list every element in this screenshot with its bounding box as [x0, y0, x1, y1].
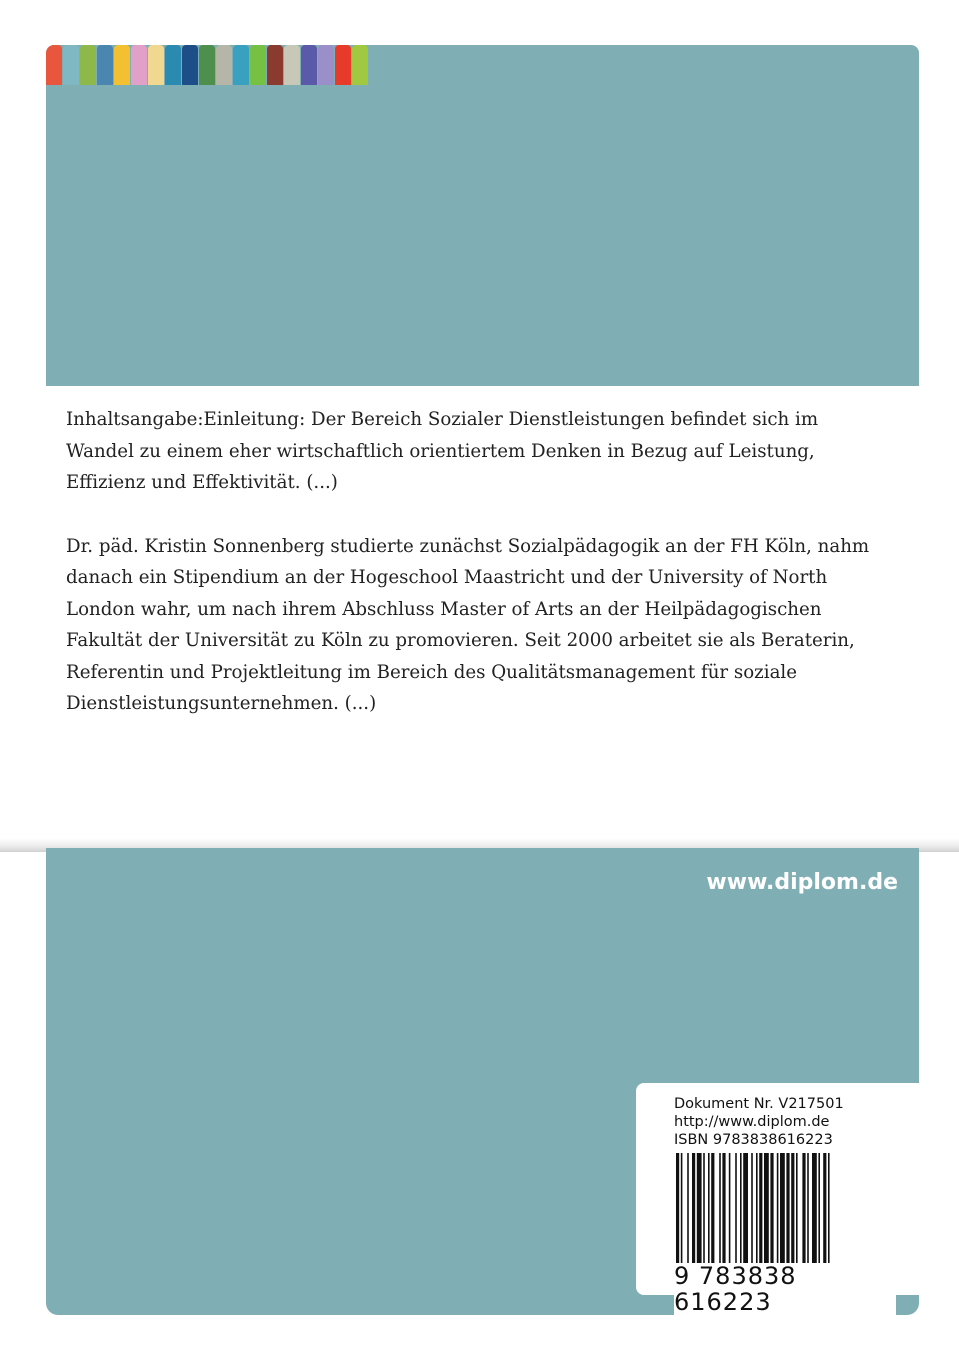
barcode-bar [807, 1153, 809, 1271]
barcode-bar [743, 1153, 748, 1271]
barcode-bar [681, 1153, 683, 1271]
color-stripe [182, 45, 198, 85]
barcode-bar [796, 1153, 798, 1271]
publisher-website[interactable]: www.diplom.de [706, 870, 898, 895]
barcode-bar [777, 1153, 779, 1271]
color-stripe [267, 45, 283, 85]
color-stripe [335, 45, 351, 85]
color-stripe [250, 45, 266, 85]
color-stripe [46, 45, 62, 85]
color-stripe [318, 45, 334, 85]
color-stripe [284, 45, 300, 85]
color-stripe [301, 45, 317, 85]
author-bio-paragraph: Dr. päd. Kristin Sonnenberg studierte zunächst Sozialpädagogik an der FH Köln, nahm danach ein Stipendium an der Hogeschool Maastricht und der University of North London wahr, um nach ihrem Abschluss Master of Arts an der Heilpädagogischen Fakultät der Universität zu Köln zu promovieren. Seit 2000 arbeitet sie als Beraterin, Referentin und Projektleitung im Bereich des Qualitätsmanagement für soziale Dienstleistungsunternehmen. (...) [66, 535, 870, 714]
color-stripe [216, 45, 232, 85]
barcode-bar [687, 1153, 689, 1271]
barcode-bar [764, 1153, 769, 1271]
barcode-bar [756, 1153, 758, 1271]
barcode-box [636, 1083, 919, 1316]
barcode-bar [759, 1153, 762, 1271]
barcode-bar [722, 1153, 725, 1271]
barcode-bar [751, 1153, 753, 1271]
barcode-bar [708, 1153, 710, 1271]
barcode-bar [703, 1153, 705, 1271]
color-stripe [199, 45, 215, 85]
barcode-bar [770, 1153, 773, 1271]
barcode-bar [823, 1153, 826, 1271]
color-stripe [97, 45, 113, 85]
barcode-bar [818, 1153, 820, 1271]
color-stripe [63, 45, 79, 85]
color-stripe [352, 45, 368, 85]
barcode-bar [711, 1153, 714, 1271]
barcode-bar [719, 1153, 721, 1271]
barcode-bars [674, 1153, 892, 1271]
barcode-bar [780, 1153, 785, 1271]
abstract-paragraph: Inhaltsangabe:Einleitung: Der Bereich Sozialer Dienstleistungen befindet sich im Wandel zu einem eher wirtschaftlich orientiertem Denken in Bezug auf Leistung, Effizienz und Effektivität. (...) [66, 409, 819, 493]
barcode-bar [828, 1153, 830, 1271]
color-stripe [80, 45, 96, 85]
back-cover-text [66, 404, 886, 720]
barcode-bar [791, 1153, 794, 1271]
barcode-digits: 9 783838 616223 [674, 1263, 896, 1315]
publisher-url: http://www.diplom.de [674, 1114, 830, 1130]
barcode-bar [802, 1153, 805, 1271]
isbn-text: ISBN 9783838616223 [674, 1132, 833, 1148]
barcode-bar [740, 1153, 742, 1271]
color-stripe [233, 45, 249, 85]
barcode-bar [697, 1153, 702, 1271]
barcode-bar [729, 1153, 731, 1271]
barcode-bar [735, 1153, 737, 1271]
color-stripe [114, 45, 130, 85]
document-number: Dokument Nr. V217501 [674, 1096, 844, 1112]
color-stripe [165, 45, 181, 85]
barcode-bar [692, 1153, 695, 1271]
top-color-panel [46, 45, 919, 386]
color-stripe [148, 45, 164, 85]
barcode-bar [786, 1153, 789, 1271]
color-stripe [131, 45, 147, 85]
barcode-bar [676, 1153, 679, 1271]
color-stripe-row [46, 45, 369, 85]
barcode-bar [812, 1153, 817, 1271]
